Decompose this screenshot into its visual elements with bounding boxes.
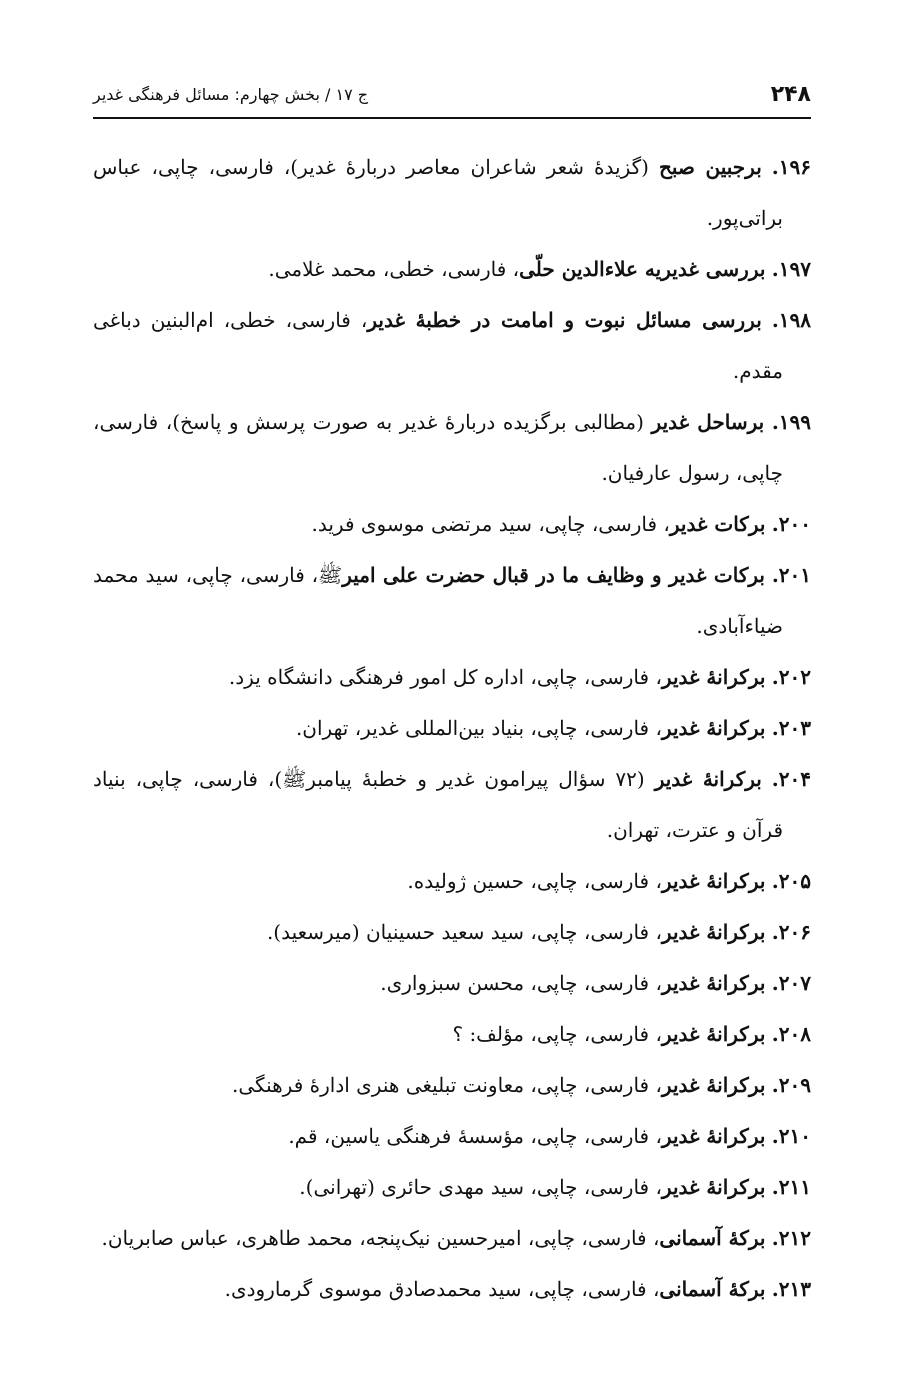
entry-title: برجبین صبح — [658, 155, 762, 179]
entry-number: ۱۹۷. — [771, 257, 811, 281]
entry-title: برکرانهٔ غدیر — [661, 1022, 766, 1046]
entry-title: برکرانهٔ غدیر — [661, 1175, 766, 1199]
entry-number: ۲۰۴. — [771, 767, 811, 791]
entry-title: برساحل غدیر — [651, 410, 765, 434]
entry-number: ۲۰۱. — [771, 563, 812, 587]
entry-details: ، فارسی، چاپی، حسین ژولیده. — [407, 869, 662, 893]
entry-title: برکرانهٔ غدیر — [661, 920, 766, 944]
entry-details: ، فارسی، چاپی، سید مهدی حائری (تهرانی). — [299, 1175, 662, 1199]
entry-title: برکرانهٔ غدیر — [661, 1124, 766, 1148]
entry-title: برکات غدیر — [669, 512, 766, 536]
entry-details: (۷۲ سؤال پیرامون غدیر و خطبهٔ پیامبرﷺ)، فارسی، چاپی، بنیاد قرآن و عترت، تهران. — [93, 767, 783, 842]
entry-number: ۲۱۱. — [771, 1175, 811, 1199]
entry-details: ، فارسی، چاپی، امیرحسین نیک‌پنجه، محمد طاهری، عباس صابریان. — [101, 1226, 660, 1250]
bibliography-entry — [93, 244, 811, 295]
bibliography-entry — [93, 295, 811, 397]
entry-details: ، فارسی، خطی، ام‌البنین دباغی مقدم. — [93, 308, 783, 383]
entry-title: برکرانهٔ غدیر — [661, 869, 766, 893]
bibliography-entry — [93, 652, 811, 703]
header-rule — [93, 117, 811, 119]
entry-details: ، فارسی، چاپی، بنیاد بین‌المللی غدیر، تهران. — [295, 716, 662, 740]
bibliography-entry — [93, 907, 811, 958]
bibliography-entry — [93, 754, 811, 856]
bibliography-entry — [93, 1162, 811, 1213]
entry-title: برکات غدیر و وظایف ما در قبال حضرت علی امیر — [342, 563, 765, 587]
entry-title: برکرانهٔ غدیر — [661, 1073, 766, 1097]
entry-title: برکرانهٔ غدیر — [661, 971, 766, 995]
entry-number: ۱۹۸. — [771, 308, 812, 332]
entry-title: بررسی غدیریه علاءالدین حلّی — [519, 257, 766, 281]
entry-title: بررسی مسائل نبوت و امامت در خطبهٔ غدیر — [367, 308, 762, 332]
entry-details: (گزیدهٔ شعر شاعران معاصر دربارهٔ غدیر)، فارسی، چاپی، عباس براتی‌پور. — [93, 155, 783, 230]
page-header — [93, 66, 811, 110]
bibliography-list — [93, 142, 811, 1315]
bibliography-entry — [93, 1111, 811, 1162]
entry-number: ۲۱۰. — [771, 1124, 811, 1148]
entry-number: ۲۱۳. — [771, 1277, 811, 1301]
entry-number: ۲۱۲. — [771, 1226, 811, 1250]
entry-title: برکرانهٔ غدیر — [661, 716, 766, 740]
entry-details: ، فارسی، چاپی، سید محمدصادق موسوی گرمارودی. — [224, 1277, 660, 1301]
entry-number: ۲۰۰. — [771, 512, 811, 536]
entry-title: برکهٔ آسمانی — [659, 1277, 766, 1301]
bibliography-entry — [93, 703, 811, 754]
entry-details: ، فارسی، خطی، محمد غلامی. — [268, 257, 520, 281]
entry-title: برکهٔ آسمانی — [659, 1226, 766, 1250]
bibliography-entry — [93, 550, 811, 652]
entry-number: ۲۰۶. — [771, 920, 811, 944]
bibliography-entry — [93, 142, 811, 244]
entry-details: ، فارسی، چاپی، مؤسسهٔ فرهنگی یاسین، قم. — [288, 1124, 662, 1148]
bibliography-entry — [93, 1213, 811, 1264]
entry-number: ۲۰۵. — [771, 869, 811, 893]
bibliography-entry — [93, 499, 811, 550]
bibliography-entry — [93, 1264, 811, 1315]
entry-details: ، فارسی، چاپی، سید مرتضی موسوی فرید. — [311, 512, 670, 536]
entry-details: ، فارسی، چاپی، محسن سبزواری. — [380, 971, 662, 995]
bibliography-entry — [93, 958, 811, 1009]
entry-details: ، فارسی، چاپی، اداره کل امور فرهنگی دانشگاه یزد. — [228, 665, 662, 689]
bibliography-entry — [93, 397, 811, 499]
bibliography-entry — [93, 1060, 811, 1111]
entry-number: ۲۰۸. — [771, 1022, 811, 1046]
running-head: ج ۱۷ / بخش چهارم: مسائل فرهنگی غدیر — [93, 85, 369, 104]
entry-title: برکرانهٔ غدیر — [661, 665, 766, 689]
entry-number: ۱۹۹. — [771, 410, 812, 434]
entry-number: ۲۰۷. — [771, 971, 811, 995]
entry-details: (مطالبی برگزیده دربارهٔ غدیر به صورت پرسش و پاسخ)، فارسی، چاپی، رسول عارفیان. — [93, 410, 783, 485]
entry-number: ۲۰۲. — [771, 665, 811, 689]
page-number: ۲۴۸ — [770, 82, 811, 107]
entry-number: ۲۰۹. — [771, 1073, 811, 1097]
entry-number: ۱۹۶. — [771, 155, 811, 179]
entry-details: ، فارسی، چاپی، معاونت تبلیغی هنری ادارهٔ فرهنگی. — [232, 1073, 662, 1097]
bibliography-entry — [93, 1009, 811, 1060]
entry-details: ﷺ، فارسی، چاپی، سید محمد ضیاءآبادی. — [93, 563, 783, 638]
entry-details: ، فارسی، چاپی، مؤلف: ؟ — [452, 1022, 662, 1046]
bibliography-entry — [93, 856, 811, 907]
entry-number: ۲۰۳. — [771, 716, 811, 740]
entry-details: ، فارسی، چاپی، سید سعید حسینیان (میرسعید). — [266, 920, 662, 944]
entry-title: برکرانهٔ غدیر — [654, 767, 762, 791]
